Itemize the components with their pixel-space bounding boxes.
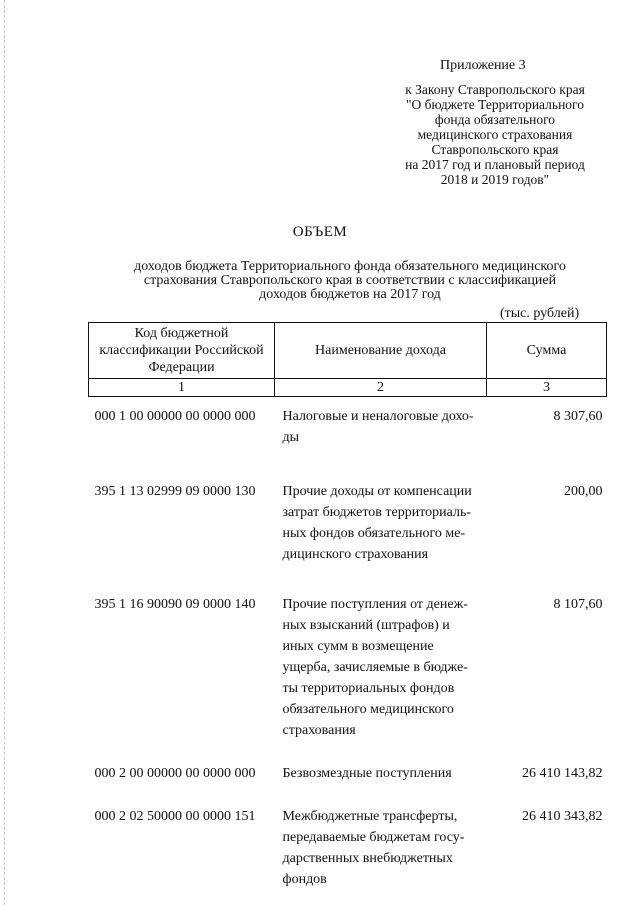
row-code: 000 2 02 50000 00 0000 151 bbox=[94, 809, 256, 824]
row-amount: 200,00 bbox=[564, 484, 603, 499]
row-amount: 26 410 143,82 bbox=[522, 766, 603, 781]
row-name: Прочие поступления от денеж-ных взысканий (штрафов) и иных сумм в возмещение ущерба, зачисляемые в бюдже-ты территориальных фондов обязательного медицинского страхования bbox=[282, 597, 468, 738]
column-number: 3 bbox=[487, 379, 607, 397]
annex-basis-line: медицинского страхования bbox=[417, 127, 573, 142]
row-code: 395 1 13 02999 09 0000 130 bbox=[94, 484, 256, 499]
annex-basis-line: к Закону Ставропольского края bbox=[405, 82, 585, 97]
column-number: 1 bbox=[89, 379, 275, 397]
column-number: 2 bbox=[275, 379, 487, 397]
row-amount: 8 307,60 bbox=[553, 409, 603, 424]
annex-basis-line: 2018 и 2019 годов" bbox=[440, 172, 550, 187]
table-row bbox=[89, 397, 607, 482]
table-row bbox=[89, 806, 607, 890]
table-row bbox=[89, 763, 607, 806]
page-margin-line bbox=[4, 0, 6, 905]
row-code: 000 1 00 00000 00 0000 000 bbox=[94, 409, 256, 424]
header-amount: Сумма bbox=[487, 323, 607, 379]
row-amount: 26 410 343,82 bbox=[522, 809, 603, 824]
annex-basis-line: на 2017 год и плановый период bbox=[405, 157, 585, 172]
annex-basis-line: Ставропольского края bbox=[431, 142, 559, 157]
header-name: Наименование дохода bbox=[275, 323, 487, 379]
document-title: ОБЪЕМ bbox=[292, 224, 348, 240]
table-header-row bbox=[89, 323, 607, 379]
annex-basis bbox=[380, 82, 610, 187]
document-subtitle bbox=[100, 260, 600, 302]
row-amount: 8 107,60 bbox=[553, 597, 603, 612]
row-code: 000 2 00 00000 00 0000 000 bbox=[94, 766, 256, 781]
row-name: Прочие доходы от компенсации затрат бюджетов территориаль-ных фондов обязательного ме-дицинского страхования bbox=[282, 484, 472, 562]
annex-title: Приложение 3 bbox=[440, 58, 526, 73]
header-code: Код бюджетной классификации Российской Федерации bbox=[89, 323, 275, 379]
row-name: Межбюджетные трансферты, передаваемые бюджетам госу-дарственных внебюджетных фондов bbox=[282, 809, 465, 887]
column-number-row bbox=[89, 379, 607, 397]
annex-basis-line: "О бюджете Территориального bbox=[405, 97, 584, 112]
row-code: 395 1 16 90090 09 0000 140 bbox=[94, 597, 256, 612]
document-subtitle-line: доходов бюджетов на 2017 год bbox=[259, 287, 441, 302]
document-subtitle-line: доходов бюджета Территориального фонда обязательного медицинского bbox=[134, 259, 566, 274]
table-row bbox=[89, 481, 607, 594]
units-label: (тыс. рублей) bbox=[500, 306, 580, 321]
revenue-table bbox=[88, 322, 607, 890]
document-subtitle-line: страхования Ставропольского края в соответствии с классификацией bbox=[143, 273, 557, 288]
row-name: Безвозмездные поступления bbox=[282, 766, 452, 781]
annex-basis-line: фонда обязательного bbox=[434, 112, 556, 127]
table-row bbox=[89, 594, 607, 763]
row-name: Налоговые и неналоговые дохо-ды bbox=[282, 409, 474, 445]
